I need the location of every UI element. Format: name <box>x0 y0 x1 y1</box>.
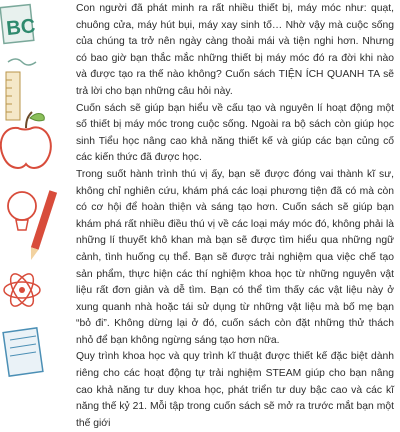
decorative-squiggle <box>8 59 36 65</box>
pencil-icon <box>27 190 57 261</box>
ruler-icon <box>6 72 20 120</box>
abc-block-icon <box>0 5 36 44</box>
paragraph-steam: Quy trình khoa học và quy trình kĩ thuật được thiết kế đặc biệt dành riêng cho các hoạt động tự trải nghiệm STEAM giúp cho bạn nâng cao khả năng tư duy khoa học, phát triển tư duy bậc cao và các kĩ năng thế kỷ 21. Mỗi tập trong cuốn sách sẽ mở ra trước mắt bạn một thế giới <box>76 351 394 429</box>
paragraph-intro: Con người đã phát minh ra rất nhiều thiết bị, máy móc như: quạt, chuông cửa, máy hút bụi, máy xay sinh tố… Nhờ vậy mà cuộc sống của chúng ta trở nên ngày càng thoải mái và tiện nghi hơn. Nhưng có bao giờ bạn thắc mắc những thiết bị máy móc đó ra đời khi nào và được tạo ra thế nào không? Cuốn sách TIỆN ÍCH QUANH TA sẽ trả lời cho bạn những câu hỏi này. <box>76 3 394 97</box>
book-description-text <box>76 1 394 432</box>
paragraph-purpose: Cuốn sách sẽ giúp bạn hiểu về cấu tạo và nguyên lí hoạt động một số thiết bị máy móc trong cuộc sống. Ngoài ra bộ sách còn giúp học sinh Tiểu học nâng cao khả năng thiết kế và giúp các bạn củng cố các kiến thức đã được học. <box>76 102 394 164</box>
decorative-sidebar-illustrations <box>0 0 64 400</box>
light-bulb-icon <box>8 192 36 230</box>
abc-block-letters: BC <box>5 15 37 41</box>
notebook-icon <box>3 328 43 376</box>
atom-icon <box>4 270 40 309</box>
paragraph-journey: Trong suốt hành trình thú vị ấy, bạn sẽ được đóng vai thành kĩ sư, không chỉ nghiên cứu, khám phá các loại phương tiện đã có mà còn có cơ hội để hoàn thiện và sáng tạo hơn. Cuốn sách sẽ giúp bạn khám phá rất nhiều điều thú vị về các loại máy móc đó, không phải là những lí thuyết khô khan mà bạn sẽ được tìm hiểu qua những ngữ cảnh, tình huống cụ thể. Bạn sẽ được trải nghiệm qua việc chế tạo sản phẩm, thực hiện các thí nghiệm khoa học từ những nguyên vật liệu rất đơn giản và dễ tìm. Bạn có thể tìm thấy các vật liệu này ở xung quanh nhà hoặc tái sử dụng từ những vật liệu mà bố mẹ bạn “bỏ đi”. Không dừng lại ở đó, cuốn sách còn đặt những thử thách nhỏ để bạn không ngừng sáng tạo hơn nữa. <box>76 168 394 346</box>
